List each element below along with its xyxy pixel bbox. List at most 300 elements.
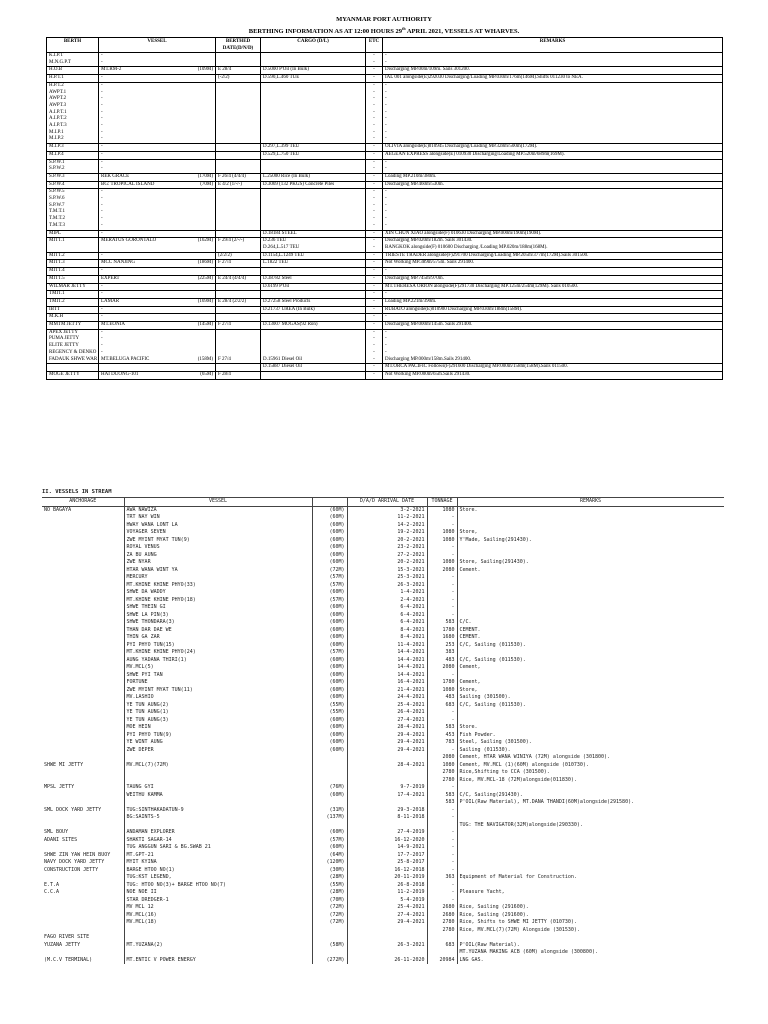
anchorage-cell bbox=[42, 874, 124, 882]
vessel-length: (186M) bbox=[197, 260, 213, 266]
stream-length-cell: (60M) bbox=[312, 739, 347, 747]
col-cargo: CARGO (D/L) bbox=[261, 38, 366, 53]
stream-length-cell: (60M) bbox=[312, 604, 347, 612]
berth-row bbox=[47, 144, 723, 152]
arrival-date-cell: 14-9-2021 bbox=[347, 844, 427, 852]
etc-cell: - - - - - - - - - bbox=[366, 82, 383, 143]
date-cell: F 28/4 bbox=[216, 371, 261, 379]
tonnage-cell: 2780 bbox=[427, 769, 457, 777]
anchorage-cell bbox=[42, 717, 124, 725]
stream-row bbox=[42, 814, 724, 822]
vessel-length: (158M) bbox=[197, 356, 213, 362]
remarks-cell: Not Working MP.000m/65m.Sails 291430. bbox=[383, 371, 723, 379]
arrival-date-cell: 29-4-2021 bbox=[347, 732, 427, 740]
date-cell bbox=[216, 151, 261, 159]
anchorage-cell bbox=[42, 919, 124, 927]
stream-remarks-cell bbox=[457, 837, 724, 845]
anchorage-cell bbox=[42, 514, 124, 522]
stream-remarks-cell: Store. bbox=[457, 506, 724, 514]
berth-row bbox=[47, 173, 723, 181]
stream-remarks-cell: Cement. bbox=[457, 567, 724, 575]
anchorage-cell bbox=[42, 627, 124, 635]
authority-title: MYANMAR PORT AUTHORITY bbox=[336, 16, 432, 23]
etc-cell: - - - - - bbox=[366, 329, 383, 364]
arrival-date-cell: 29-4-2021 bbox=[347, 739, 427, 747]
berth-cell: MIPL bbox=[47, 230, 99, 238]
tonnage-cell: 2780 bbox=[427, 777, 457, 785]
anchorage-cell bbox=[42, 642, 124, 650]
stream-vessel-cell: THIN GA ZAR bbox=[124, 634, 312, 642]
anchorage-cell: (M.C.V TERMINAL) bbox=[42, 957, 124, 965]
tonnage-cell: - bbox=[427, 717, 457, 725]
vessel-name: - bbox=[101, 314, 103, 320]
berth-cell: MITT.5 bbox=[47, 275, 99, 283]
arrival-date-cell: 2-4-2021 bbox=[347, 597, 427, 605]
vessel-cell bbox=[99, 181, 216, 189]
date-cell: E 24/4 (4/4/4) bbox=[216, 275, 261, 283]
date-cell: E 28/4 bbox=[216, 67, 261, 75]
arrival-date-cell: 28-4-2021 bbox=[347, 762, 427, 770]
tonnage-cell: - bbox=[427, 672, 457, 680]
berth-cell: S.P.W.3 bbox=[47, 173, 99, 181]
vessel-name: - bbox=[101, 144, 103, 150]
stream-length-cell bbox=[312, 777, 347, 785]
stream-row bbox=[42, 792, 724, 800]
vessel-cell bbox=[99, 75, 216, 83]
cargo-cell bbox=[261, 159, 366, 173]
stream-row bbox=[42, 777, 724, 785]
berth-cell: S.P.W.4 bbox=[47, 181, 99, 189]
tonnage-cell: 1780 bbox=[427, 679, 457, 687]
stream-row bbox=[42, 589, 724, 597]
col-berth: BERTH bbox=[47, 38, 99, 53]
etc-cell: - bbox=[366, 67, 383, 75]
remarks-cell: - - - - - - - - - bbox=[383, 82, 723, 143]
cargo-cell: D.236 TEU D.264,L.517 TEU bbox=[261, 238, 366, 252]
arrival-date-cell: 6-4-2021 bbox=[347, 619, 427, 627]
anchorage-cell bbox=[42, 612, 124, 620]
stream-length-cell bbox=[312, 927, 347, 935]
cargo-cell bbox=[261, 371, 366, 379]
stream-remarks-cell bbox=[457, 604, 724, 612]
document-subtitle bbox=[0, 25, 768, 36]
stream-row bbox=[42, 702, 724, 710]
vessel-name: - bbox=[101, 230, 103, 236]
anchorage-cell bbox=[42, 657, 124, 665]
arrival-date-cell: 20-2-2021 bbox=[347, 559, 427, 567]
tonnage-cell: 583 bbox=[427, 619, 457, 627]
stream-remarks-cell bbox=[457, 859, 724, 867]
vessel-cell bbox=[99, 268, 216, 276]
stream-remarks-cell: P'OIL(Raw Material). bbox=[457, 942, 724, 950]
berth-cell: H.P.T.2 AWPT.1 AWPT.2 AWPT.3 A.I.P.T.1 A.I.P.T.2 A.I.P.T.3 M.I.P.1 M.I.P.2 bbox=[47, 82, 99, 143]
cargo-cell: D.3069 (132 PKGS) Concrete Piles bbox=[261, 181, 366, 189]
anchorage-cell bbox=[42, 912, 124, 920]
arrival-date-cell: 14-4-2021 bbox=[347, 657, 427, 665]
berth-cell: MITT.1 bbox=[47, 238, 99, 252]
cargo-cell: D.13007 MOGAS(92 Ron) bbox=[261, 322, 366, 330]
stream-row bbox=[42, 807, 724, 815]
stream-remarks-cell: Rice, Sailing (291600). bbox=[457, 904, 724, 912]
vessel-cell bbox=[99, 252, 216, 260]
remarks-cell: Discharging MP.000m/145m. Sails 291400. bbox=[383, 322, 723, 330]
stream-vessel-cell: TUG: HTOO NO(3)+ BARGE HTOO NO(7) bbox=[124, 882, 312, 890]
cargo-cell: D.15887 Diesel Oil bbox=[261, 364, 366, 372]
date-cell: (-2/2) bbox=[216, 75, 261, 83]
anchorage-cell bbox=[42, 529, 124, 537]
stream-vessel-cell: PYI PHYO TUN(15) bbox=[124, 642, 312, 650]
stream-vessel-cell bbox=[124, 934, 312, 942]
stream-vessel-cell: MV.MCL(5) bbox=[124, 664, 312, 672]
date-cell: F 27/4 bbox=[216, 260, 261, 268]
stream-remarks-cell: C/C, Sailing (011530). bbox=[457, 702, 724, 710]
berth-row bbox=[47, 75, 723, 83]
anchorage-cell bbox=[42, 732, 124, 740]
cargo-cell: D.27258 Steel Products bbox=[261, 298, 366, 306]
arrival-date-cell: 27-4-2021 bbox=[347, 912, 427, 920]
anchorage-cell bbox=[42, 822, 124, 830]
anchorage-cell: MPSL JETTY bbox=[42, 784, 124, 792]
anchorage-cell bbox=[42, 777, 124, 785]
col-stream-remarks: REMARKS bbox=[457, 498, 724, 507]
arrival-date-cell: 14-4-2021 bbox=[347, 664, 427, 672]
anchorage-cell bbox=[42, 574, 124, 582]
stream-row bbox=[42, 709, 724, 717]
stream-vessel-cell: SHWE DA WADDY bbox=[124, 589, 312, 597]
stream-remarks-cell: Cement, bbox=[457, 664, 724, 672]
stream-remarks-cell bbox=[457, 852, 724, 860]
remarks-cell: AEGEAN EXPRESS alongside(E) 010930 Discharging/Loading MP.520m/689m(169M). bbox=[383, 151, 723, 159]
stream-remarks-cell bbox=[457, 597, 724, 605]
etc-cell: - bbox=[366, 181, 383, 189]
arrival-date-cell: 20-2-2021 bbox=[347, 537, 427, 545]
tonnage-cell: - bbox=[427, 544, 457, 552]
stream-vessel-cell: TUG:SINTHAKADATUN-9 bbox=[124, 807, 312, 815]
tonnage-cell: 1080 bbox=[427, 687, 457, 695]
stream-vessel-cell: MERCURY bbox=[124, 574, 312, 582]
cargo-cell: L.25000 Rice (In Bulk) bbox=[261, 173, 366, 181]
stream-row bbox=[42, 574, 724, 582]
remarks-cell: TRIESTE TRADER alongside(F)291700 Discharging/Loading MP.205m/377m(172M).Sails 301500. bbox=[383, 252, 723, 260]
berth-row bbox=[47, 159, 723, 173]
stream-length-cell: (60M) bbox=[312, 679, 347, 687]
berth-cell: K.I.P.T M.N.G.P.T bbox=[47, 53, 99, 67]
stream-remarks-cell: Steel, Sailing (301500). bbox=[457, 739, 724, 747]
berth-row bbox=[47, 314, 723, 322]
remarks-cell: RUBATO alongside(E)010900 Discharging MP.030m/188m(158M). bbox=[383, 306, 723, 314]
stream-remarks-cell: Equipment of Material for Construction. bbox=[457, 874, 724, 882]
stream-row bbox=[42, 859, 724, 867]
stream-length-cell bbox=[312, 769, 347, 777]
vessel-name: HAI DUONG-101 bbox=[101, 371, 139, 377]
vessel-name: - bbox=[101, 252, 103, 258]
berth-cell: MITT.4 bbox=[47, 268, 99, 276]
tonnage-cell: - bbox=[427, 882, 457, 890]
stream-vessel-cell: MV MCL 12 bbox=[124, 904, 312, 912]
stream-row bbox=[42, 672, 724, 680]
tonnage-cell: 1080 bbox=[427, 506, 457, 514]
cargo-cell: D.590,L.460 TUE bbox=[261, 75, 366, 83]
stream-length-cell: (60M) bbox=[312, 559, 347, 567]
vessel-name: BG: TROPICAL ISLAND bbox=[101, 181, 155, 187]
stream-vessel-cell: AUNG YADANA THIRI(1) bbox=[124, 657, 312, 665]
vessel-cell bbox=[99, 238, 216, 252]
cargo-cell bbox=[261, 82, 366, 143]
stream-length-cell: (60M) bbox=[312, 627, 347, 635]
anchorage-cell: SML BOUY bbox=[42, 829, 124, 837]
berth-row bbox=[47, 364, 723, 372]
stream-length-cell: (76M) bbox=[312, 784, 347, 792]
stream-vessel-cell: MOE HEIN bbox=[124, 724, 312, 732]
stream-row bbox=[42, 559, 724, 567]
arrival-date-cell: 25-4-2021 bbox=[347, 702, 427, 710]
stream-row bbox=[42, 754, 724, 762]
stream-length-cell: (137M) bbox=[312, 814, 347, 822]
stream-row bbox=[42, 544, 724, 552]
remarks-cell: Not Working MP.389m/575m. Sails 291400. bbox=[383, 260, 723, 268]
stream-remarks-cell: Sailing (301500). bbox=[457, 694, 724, 702]
etc-cell: - bbox=[366, 268, 383, 276]
stream-table bbox=[42, 497, 724, 964]
stream-remarks-cell bbox=[457, 814, 724, 822]
arrival-date-cell bbox=[347, 754, 427, 762]
stream-remarks-cell: Store, bbox=[457, 687, 724, 695]
stream-remarks-cell: MT.YUZANA MAKING ACB (60M) alongside (300800). bbox=[457, 949, 724, 957]
arrival-date-cell: 8-11-2018 bbox=[347, 814, 427, 822]
stream-title: II. VESSELS IN STREAM bbox=[42, 489, 112, 495]
stream-length-cell: (72M) bbox=[312, 912, 347, 920]
stream-vessel-cell: ZWE MYINT MYAT TUN(11) bbox=[124, 687, 312, 695]
anchorage-cell bbox=[42, 589, 124, 597]
vessel-cell bbox=[99, 371, 216, 379]
etc-cell: - bbox=[366, 230, 383, 238]
wharves-header-row bbox=[47, 38, 723, 53]
tonnage-cell: 1080 bbox=[427, 537, 457, 545]
tonnage-cell: 453 bbox=[427, 732, 457, 740]
etc-cell: - bbox=[366, 151, 383, 159]
stream-vessel-cell: THAN DAR DAE WE bbox=[124, 627, 312, 635]
vessel-name: - - - - - - - - - bbox=[101, 82, 103, 142]
remarks-cell: IAL 001 alongside(E)292030 Discharging/Loading MP.030m/176m(146M).Shifts 011230 to NEA. bbox=[383, 75, 723, 83]
stream-length-cell: (60M) bbox=[312, 589, 347, 597]
stream-length-cell: (28M) bbox=[312, 889, 347, 897]
stream-row bbox=[42, 627, 724, 635]
vessel-cell bbox=[99, 159, 216, 173]
berth-row bbox=[47, 275, 723, 283]
arrival-date-cell: 27-4-2019 bbox=[347, 829, 427, 837]
anchorage-cell bbox=[42, 567, 124, 575]
arrival-date-cell: 29-4-2021 bbox=[347, 747, 427, 755]
tonnage-cell: - bbox=[427, 837, 457, 845]
arrival-date-cell: 16-12-2020 bbox=[347, 837, 427, 845]
anchorage-cell bbox=[42, 582, 124, 590]
etc-cell: - bbox=[366, 275, 383, 283]
stream-row bbox=[42, 567, 724, 575]
berth-row bbox=[47, 306, 723, 314]
vessel-name: - bbox=[101, 268, 103, 274]
stream-row bbox=[42, 552, 724, 560]
tonnage-cell: - bbox=[427, 897, 457, 905]
tonnage-cell: - bbox=[427, 522, 457, 530]
arrival-date-cell: 9-7-2019 bbox=[347, 784, 427, 792]
stream-length-cell: (58M) bbox=[312, 942, 347, 950]
berth-row bbox=[47, 238, 723, 252]
anchorage-cell bbox=[42, 672, 124, 680]
stream-length-cell: (60M) bbox=[312, 792, 347, 800]
date-cell bbox=[216, 364, 261, 372]
berth-cell: H.O.B bbox=[47, 67, 99, 75]
arrival-date-cell: 6-4-2021 bbox=[347, 612, 427, 620]
vessel-cell bbox=[99, 329, 216, 364]
arrival-date-cell: 20-11-2019 bbox=[347, 874, 427, 882]
etc-cell: - bbox=[366, 260, 383, 268]
anchorage-cell bbox=[42, 687, 124, 695]
tonnage-cell: - bbox=[427, 709, 457, 717]
tonnage-cell: - bbox=[427, 867, 457, 875]
cargo-cell: D.21737 UREA (In Bulk) bbox=[261, 306, 366, 314]
anchorage-cell: NO BAGAYA bbox=[42, 506, 124, 514]
vessel-name: LAMAR bbox=[101, 298, 120, 304]
stream-row bbox=[42, 904, 724, 912]
anchorage-cell bbox=[42, 949, 124, 957]
stream-row bbox=[42, 867, 724, 875]
wharves-table bbox=[46, 37, 723, 380]
anchorage-cell: ADANI SITES bbox=[42, 837, 124, 845]
stream-remarks-cell: TUG: THE NAVIGATOR(32M)alongside(290330). bbox=[457, 822, 724, 830]
stream-remarks-cell bbox=[457, 582, 724, 590]
stream-row bbox=[42, 717, 724, 725]
stream-remarks-cell: Rice,Shifting to CCA (301500). bbox=[457, 769, 724, 777]
vessel-name: - - - - MT.BELUGA PACIFIC bbox=[101, 329, 150, 362]
anchorage-cell: C.C.A bbox=[42, 889, 124, 897]
berth-cell: MITT.3 bbox=[47, 260, 99, 268]
stream-row bbox=[42, 634, 724, 642]
etc-cell: - bbox=[366, 314, 383, 322]
date-cell bbox=[216, 230, 261, 238]
stream-length-cell: (57M) bbox=[312, 649, 347, 657]
stream-vessel-cell: ZWE DEPER bbox=[124, 747, 312, 755]
tonnage-cell: - bbox=[427, 859, 457, 867]
arrival-date-cell: 24-4-2021 bbox=[347, 694, 427, 702]
cargo-cell bbox=[261, 53, 366, 67]
stream-vessel-cell: YE TUN AUNG(1) bbox=[124, 709, 312, 717]
tonnage-cell: 683 bbox=[427, 702, 457, 710]
stream-length-cell: (55M) bbox=[312, 709, 347, 717]
stream-length-cell bbox=[312, 949, 347, 957]
anchorage-cell bbox=[42, 754, 124, 762]
date-cell bbox=[216, 314, 261, 322]
arrival-date-cell: 26-4-2021 bbox=[347, 709, 427, 717]
tonnage-cell: 583 bbox=[427, 792, 457, 800]
anchorage-cell bbox=[42, 634, 124, 642]
stream-row bbox=[42, 537, 724, 545]
stream-remarks-cell bbox=[457, 829, 724, 837]
anchorage-cell bbox=[42, 799, 124, 807]
stream-row bbox=[42, 927, 724, 935]
stream-remarks-cell: Pleasure Yacht, bbox=[457, 889, 724, 897]
stream-row bbox=[42, 957, 724, 965]
arrival-date-cell: 5-4-2019 bbox=[347, 897, 427, 905]
berth-cell: IBTT bbox=[47, 306, 99, 314]
col-etc: ETC bbox=[366, 38, 383, 53]
stream-vessel-cell: AWA NAWIZA bbox=[124, 506, 312, 514]
stream-remarks-cell bbox=[457, 552, 724, 560]
vessel-name: - - bbox=[101, 53, 103, 65]
arrival-date-cell: 14-4-2021 bbox=[347, 649, 427, 657]
stream-remarks-cell bbox=[457, 574, 724, 582]
stream-vessel-cell: TUG ANGGUN SARI & BG.SWAB 21 bbox=[124, 844, 312, 852]
remarks-cell: - bbox=[383, 291, 723, 299]
tonnage-cell: 363 bbox=[427, 874, 457, 882]
stream-row bbox=[42, 942, 724, 950]
arrival-date-cell bbox=[347, 777, 427, 785]
stream-remarks-cell bbox=[457, 514, 724, 522]
berth-cell: M.K.H bbox=[47, 314, 99, 322]
stream-vessel-cell: MT.ENTIC V POWER ENERGY bbox=[124, 957, 312, 965]
stream-length-cell: (60M) bbox=[312, 506, 347, 514]
vessel-cell bbox=[99, 283, 216, 291]
stream-vessel-cell: ZWE MYINT MYAT TUN(9) bbox=[124, 537, 312, 545]
arrival-date-cell: 29-4-2021 bbox=[347, 919, 427, 927]
anchorage-cell bbox=[42, 814, 124, 822]
berth-row bbox=[47, 151, 723, 159]
vessel-name: - bbox=[101, 306, 103, 312]
stream-row bbox=[42, 694, 724, 702]
anchorage-cell bbox=[42, 597, 124, 605]
date-cell bbox=[216, 306, 261, 314]
vessel-cell bbox=[99, 189, 216, 230]
stream-vessel-cell bbox=[124, 777, 312, 785]
berth-row bbox=[47, 53, 723, 67]
stream-vessel-cell: ZWE NYAR bbox=[124, 559, 312, 567]
anchorage-cell bbox=[42, 792, 124, 800]
etc-cell: - bbox=[366, 364, 383, 372]
stream-body bbox=[42, 506, 724, 964]
vessel-cell bbox=[99, 67, 216, 75]
stream-remarks-cell: Store, Sailing(291430). bbox=[457, 559, 724, 567]
stream-row bbox=[42, 882, 724, 890]
anchorage-cell bbox=[42, 844, 124, 852]
stream-row bbox=[42, 829, 724, 837]
stream-remarks-cell bbox=[457, 882, 724, 890]
stream-vessel-cell: MT.KHINE KHINE PHYO(18) bbox=[124, 597, 312, 605]
tonnage-cell bbox=[427, 934, 457, 942]
stream-row bbox=[42, 852, 724, 860]
tonnage-cell: - bbox=[427, 604, 457, 612]
vessel-cell bbox=[99, 364, 216, 372]
tonnage-cell: 783 bbox=[427, 739, 457, 747]
tonnage-cell: 2780 bbox=[427, 919, 457, 927]
vessel-cell bbox=[99, 151, 216, 159]
stream-remarks-cell: CEMENT. bbox=[457, 634, 724, 642]
stream-vessel-cell: HWAY WANA LONT LA bbox=[124, 522, 312, 530]
arrival-date-cell: 27-4-2021 bbox=[347, 717, 427, 725]
arrival-date-cell bbox=[347, 769, 427, 777]
wharves-body bbox=[47, 53, 723, 380]
stream-row bbox=[42, 522, 724, 530]
remarks-cell: - - bbox=[383, 159, 723, 173]
tonnage-cell: - bbox=[427, 582, 457, 590]
berth-cell: TMIT.1 bbox=[47, 291, 99, 299]
berth-row bbox=[47, 322, 723, 330]
date-cell bbox=[216, 283, 261, 291]
stream-row bbox=[42, 529, 724, 537]
stream-remarks-cell bbox=[457, 807, 724, 815]
remarks-cell: - bbox=[383, 314, 723, 322]
anchorage-cell bbox=[42, 649, 124, 657]
etc-cell: - - bbox=[366, 53, 383, 67]
tonnage-cell: 1080 bbox=[427, 559, 457, 567]
